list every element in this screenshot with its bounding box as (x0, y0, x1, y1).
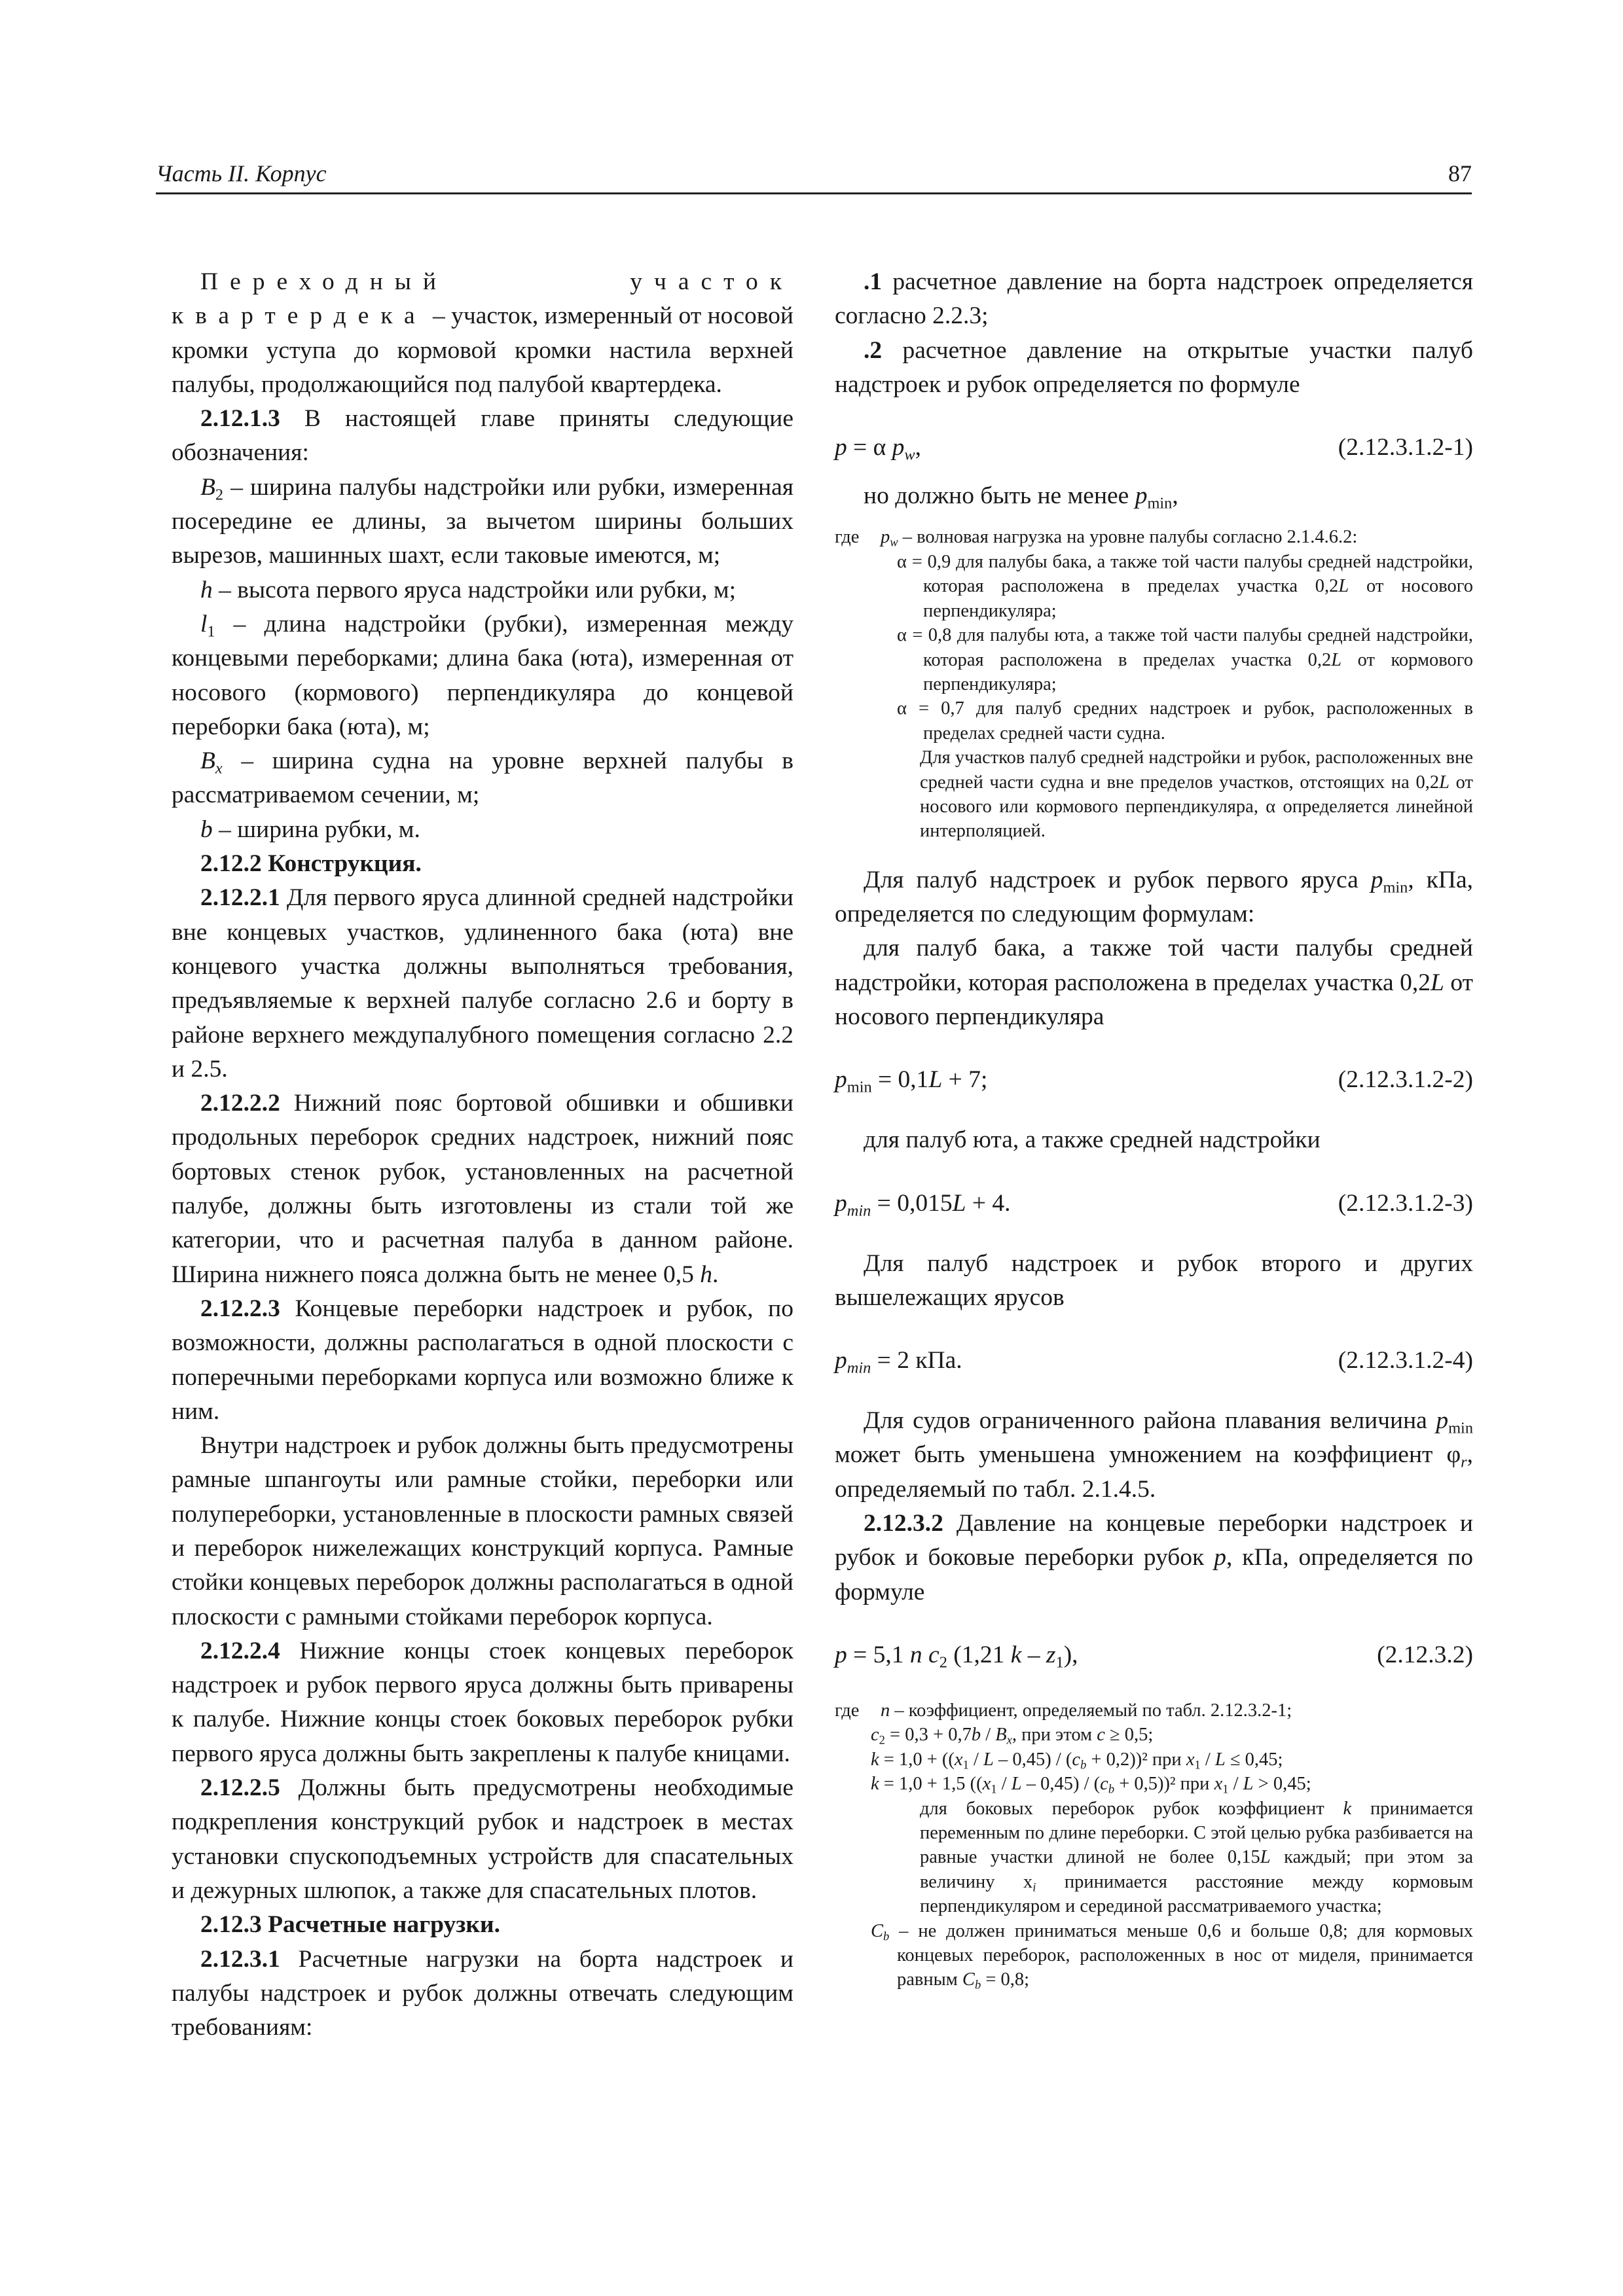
equation-2-12-3-1-2-3: $p_{min} = 0,015L + 4$. (2.12.3.1.2-3) (835, 1189, 1473, 1219)
alpha-09: α = 0,9 для палубы бака, а также той части палубы средней надстройки, которая расположена в пределах участка 0,2L от носового перпендикуляра; (897, 551, 1474, 621)
page-number: 87 (1448, 160, 1472, 187)
def-l1: $l_1$ – длина надстройки (рубки), измеренная между концевыми переборками; длина бака (юта), измеренная от носового (кормового) перпендикуляра до концевой переборки бака (юта), м; (172, 610, 793, 740)
def-h: h – высота первого яруса надстройки или рубки, м; (200, 576, 737, 603)
page-header (156, 156, 1472, 194)
heading-2-12-3: 2.12.3 Расчетные нагрузки. (200, 1911, 500, 1939)
item-2: .2 расчетное давление на открытые участки палуб надстроек и рубок определяется по формуле (835, 336, 1473, 398)
bak-text: для палуб бака, а также той части палубы средней надстройки, которая расположена в пределах участка 0,2L от носового перпендикуляра (835, 935, 1473, 1030)
paragraph-2-12-2-4: 2.12.2.4 Нижние концы стоек концевых переборок надстроек и рубок первого яруса должны быть приварены к палубе. Нижние концы стоек боковых переборок рубки первого яруса должны быть закреплены к палубе кницами. (172, 1637, 793, 1767)
left-column (172, 265, 793, 2045)
paragraph-2-12-1-3: 2.12.1.3 В настоящей главе приняты следующие обозначения: (172, 405, 793, 467)
paragraph-2-12-3-1: 2.12.3.1 Расчетные нагрузки на борта надстроек и палубы надстроек и рубок должны отвечать следующим требованиям: (172, 1945, 793, 2041)
right-column (835, 265, 1473, 2012)
equation-2-12-3-1-2-1: p = α $p_w$, (2.12.3.1.2-1) (835, 434, 1473, 464)
equation-2-12-3-2: p = 5,1 n $c_2$ (1,21 k – $z_1$), (2.12.3.2) (835, 1641, 1473, 1672)
k-def-2: k = 1,0 + 1,5 $((x_1 / L - 0,45) / (c_b + 0,5))^2$ при $x_1 / L > 0,45$; (871, 1774, 1311, 1797)
def-b: b – ширина рубки, м. (200, 816, 420, 843)
paragraph-inner-frames: Внутри надстроек и рубок должны быть предусмотрены рамные шпангоуты или рамные стойки, переборки или полупереборки, установленные в плоскости рамных связей и переборок нижележащих конструкций корпуса. Рамные стойки концевых переборок должны располагаться в одной плоскости с рамными стойками переборок корпуса. (172, 1432, 793, 1630)
not-less-text: но должно быть не менее $p_{min}$, (864, 482, 1178, 512)
def-b2: $B_2$ – ширина палубы надстройки или рубки, измеренная посередине ее длины, за вычетом ширины больших вырезов, машинных шахт, если таковые имеются, м; (172, 473, 793, 569)
alpha-07: α = 0,7 для палуб средних надстроек и рубок, расположенных в пределах средней части судна. (897, 698, 1473, 744)
running-title: Часть II. Корпус (156, 160, 327, 187)
n-legend: где n – коэффициент, определяемый по табл. 2.12.3.2-1; $c_2 = 0,3 + 0,7b / B_x$, при этом c ≥ 0,5; $k = 1,0 + ((x_1 / L - 0,45) / (c_b + 0,2))^2$ при $x_1 / L \le 0,45$; k = 1,0 + 1,5 $((x_1 / L - 0,45) / (c_b + 0,5))^2$ при $x_1 / L > 0,45$; для боковых переборок рубок коэффициент k принимается переменным по длине переборки. С этой целью рубка разбивается на равные участки длиной не более 0,15L каждый; при этом за величину $x_i$ принимается расстояние между кормовым перпендикуляром и серединой рассматриваемого участка; $C_b$ – не должен приниматься меньше 0,6 и больше 0,8; для кормовых концевых переборок, расположенных в нос от миделя, принимается равным $C_b = 0,8$; (835, 1700, 1473, 1992)
paragraph-2-12-3-2: 2.12.3.2 Давление на концевые переборки надстроек и рубок и боковые переборки рубок p, кПа, определяется по формуле (835, 1510, 1474, 1605)
k-note: для боковых переборок рубок коэффициент k принимается переменным по длине переборки. С этой целью рубка разбивается на равные участки длиной не более 0,15L каждый; при этом за величину $x_i$ принимается расстояние между кормовым перпендикуляром и серединой рассматриваемого участка; (920, 1798, 1473, 1917)
k-def-1: $k = 1,0 + ((x_1 / L - 0,45) / (c_b + 0,2))^2$ при $x_1 / L \le 0,45$; (871, 1749, 1283, 1772)
cb-def: $C_b$ – не должен приниматься меньше 0,6 и больше 0,8; для кормовых концевых переборок, расположенных в нос от миделя, принимается равным $C_b = 0,8$; (871, 1920, 1473, 1992)
pw-legend: где $p_w$ – волновая нагрузка на уровне палубы согласно 2.1.4.6.2: α = 0,9 для палубы бака, а также той части палубы средней надстройки, которая расположена в пределах участка 0,2L от носового перпендикуляра; α = 0,8 для палубы юта, а также той части палубы средней надстройки, которая расположена в пределах участка 0,2L от кормового перпендикуляра; α = 0,7 для палуб средних надстроек и рубок, расположенных в пределах средней части судна. Для участков палуб средней надстройки и рубок, расположенных вне средней части судна и вне пределов участков, отстоящих на 0,2L от носового или кормового перпендикуляра, α определяется линейной интерполяцией. (835, 525, 1473, 843)
def-bx: $B_x$ – ширина судна на уровне верхней палубы в рассматриваемом сечении, м; (172, 747, 793, 809)
item-1: .1 расчетное давление на борта надстроек определяется согласно 2.2.3; (835, 268, 1473, 330)
heading-2-12-2: 2.12.2 Конструкция. (200, 850, 422, 878)
paragraph-2-12-2-5: 2.12.2.5 Должны быть предусмотрены необходимые подкрепления конструкций рубок и надстроек в местах установки спускоподъемных устройств для спасательных и дежурных шлюпок, а также для спасательных плотов. (172, 1774, 793, 1904)
paragraph-2-12-2-2: 2.12.2.2 Нижний пояс бортовой обшивки и обшивки продольных переборок средних надстроек, нижний пояс бортовых стенок рубок, установленных на расчетной палубе, должны быть изготовлены из стали той же категории, что и расчетная палуба в данном районе. Ширина нижнего пояса должна быть не менее 0,5 h. (172, 1090, 793, 1288)
second-tier-text: Для палуб надстроек и рубок второго и других вышележащих ярусов (835, 1249, 1473, 1311)
paragraph-transition: Переходный участок квартердека – участок, измеренный от носовой кромки уступа до кормовой кромки настила верхней палубы, продолжающийся под палубой квартердека. (172, 268, 793, 398)
restricted-area-text: Для судов ограниченного района плавания величина $p_{min}$ может быть уменьшена умножением на коэффициент $\varphi_r$, определяемый по табл. 2.1.4.5. (835, 1407, 1474, 1503)
yut-text: для палуб юта, а также средней надстройки (864, 1126, 1321, 1154)
alpha-08: α = 0,8 для палубы юта, а также той части палубы средней надстройки, которая расположена в пределах участка 0,2L от кормового перпендикуляра; (897, 625, 1474, 694)
equation-2-12-3-1-2-4: $p_{min} = 2$ кПа. (2.12.3.1.2-4) (835, 1347, 1473, 1377)
paragraph-2-12-2-1: 2.12.2.1 Для первого яруса длинной средней надстройки вне концевых участков, удлиненного бака (юта) вне концевого участка должны выполняться требования, предъявляемые к верхней палубе согласно 2.6 и борту в районе верхнего междупалубного помещения согласно 2.2 и 2.5. (172, 884, 793, 1083)
pmin-intro: Для палуб надстроек и рубок первого яруса $p_{min}$, кПа, определяется по следующим формулам: (835, 866, 1473, 928)
c2-def: $c_2 = 0,3 + 0,7b / B_x$, при этом c ≥ 0,5; (871, 1725, 1154, 1748)
paragraph-2-12-2-3: 2.12.2.3 Концевые переборки надстроек и рубок, по возможности, должны располагаться в одной плоскости с поперечными переборками корпуса или возможно ближе к ним. (172, 1295, 793, 1425)
equation-2-12-3-1-2-2: $p_{min} = 0,1L + 7$; (2.12.3.1.2-2) (835, 1066, 1473, 1096)
alpha-interp: Для участков палуб средней надстройки и рубок, расположенных вне средней части судна и вне пределов участков, отстоящих на 0,2L от носового или кормового перпендикуляра, α определяется линейной интерполяцией. (920, 747, 1473, 842)
